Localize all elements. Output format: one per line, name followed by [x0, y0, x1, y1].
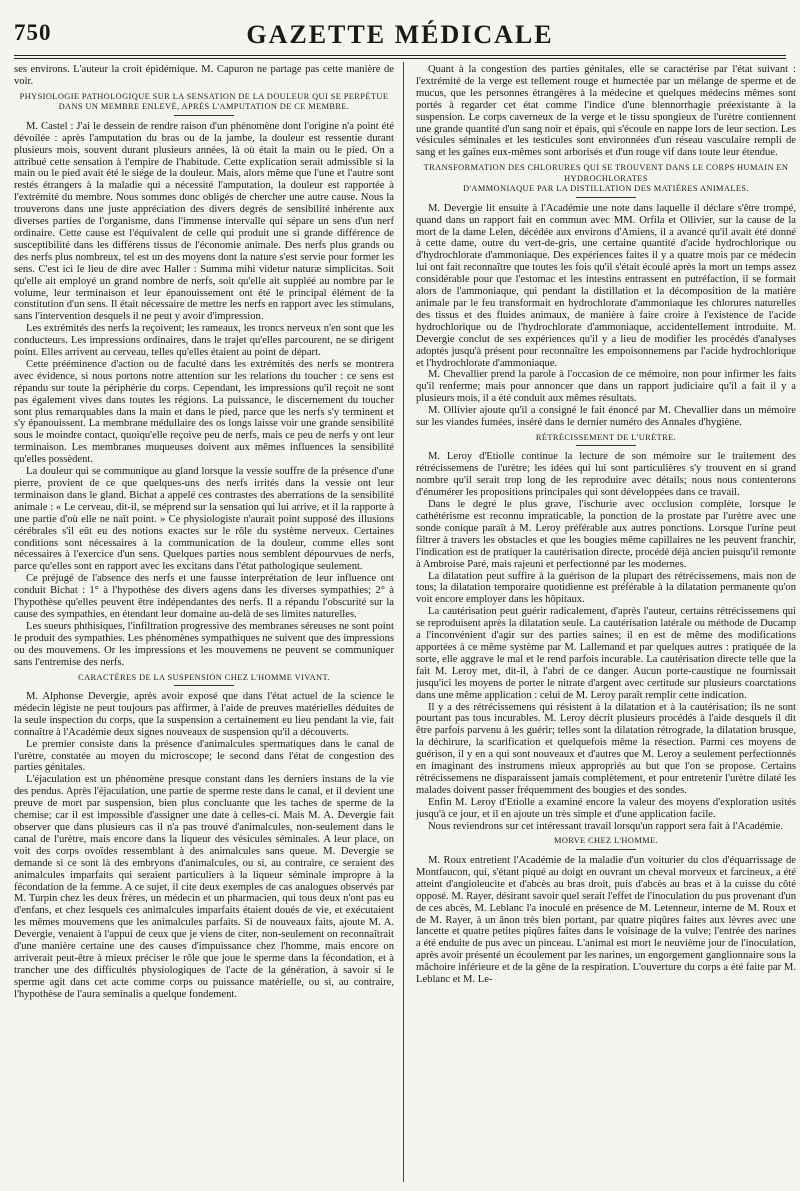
- page-number: 750: [14, 20, 52, 45]
- heading-rule: [576, 445, 636, 446]
- paragraph: M. Alphonse Devergie, après avoir exposé que dans l'état actuel de la science le médecin légiste ne peut toujours pas affirmer, à l'aide de preuves matérielles déduites de la seule inspection du corps, que la suspension a certainement eu lieu pendant la vie, fait connaître à l'Académie deux signes nouveaux de suspension qu'il a découverts.: [14, 691, 394, 738]
- paragraph: Dans le degré le plus grave, l'ischurie avec occlusion complète, lorsque le cathétérisme est reconnu impraticable, la ponction de la prostate par l'urètre avec une sonde conique paraît à M. Leroy préférable aux autres ponctions. Lorsque l'urine peut filtrer à travers les obstacles et que les bougies même capillaires ne les peuvent franchir, l'indication est de pratiquer la cautérisation directe, procédé déjà ancien puisqu'il remonte à Ambroise Paré, mais rajeuni et perfectionné par les modernes.: [416, 499, 796, 570]
- section-heading-line: DANS UN MEMBRE ENLEVÉ, APRÈS L'AMPUTATION DE CE MEMBRE.: [58, 102, 350, 112]
- paragraph: M. Devergie lit ensuite à l'Académie une note dans laquelle il déclare s'être trompé, quand dans un rapport fait en commun avec MM. Orfila et Ollivier, sur la cause de la mort de la dame Lelen, décédée aux environs d'Amiens, il a avancé qu'il avait été donné à cette dame, outre du vert-de-gris, une certaine quantité d'acide hydrochlorique ou d'hydrochlorate d'ammoniaque. Des expériences faites il y a quatre mois par ce médecin lui ont fait reconnaître que toutes les fois qu'il s'était écoulé après la mort un temps assez considérable pour que l'estomac et les intestins entrassent en putréfaction, il se formait alors de l'ammoniaque, qui pendant la distillation et la décomposition de la matière animale par le feu transformait en hydrochlorate d'ammoniaque les chlorures naturelles des tissus et des fluides animaux, de manière à faire croire à l'existence de l'acide hydrochlorique ou de l'hydrochlorate d'ammoniaque, accidentellement introduite. M. Devergie conclut de ses expériences qu'il y a lieu de modifier les procédés d'analyses adoptés jusqu'à présent pour reconnaître les empoisonnemens par l'acide hydrochlorique et l'hydrochlorate d'ammoniaque.: [416, 202, 796, 369]
- paragraph: La dilatation peut suffire à la guérison de la plupart des rétrécissemens, mais non de tous; la dilatation temporaire quotidienne est préférable à la dilatation permanente qu'on voit encore employer dans les hôpitaux.: [416, 570, 796, 606]
- heading-rule: [576, 849, 636, 850]
- heading-rule: [576, 197, 636, 198]
- header-rule: [14, 55, 786, 56]
- paragraph: M. Leroy d'Etiolle continue la lecture de son mémoire sur le traitement des rétrécissemens de l'urètre; les idées qui lui sont particulières s'y trouvent en si grand nombre qu'il serait trop long de les reproduire avec détails; nous nous contenterons d'énumérer les propositions principales qui sont développées dans ce travail.: [416, 451, 796, 499]
- section-heading-line: CARACTÈRES DE LA SUSPENSION CHEZ L'HOMME VIVANT.: [78, 672, 330, 682]
- section-heading: [416, 163, 796, 198]
- section-heading: [416, 836, 796, 850]
- paragraph: L'éjaculation est un phénomène presque constant dans les derniers instans de la vie des pendus. Après l'éjaculation, une partie de sperme reste dans le canal, et il devient une preuve de mort par suspension, bien plus concluante que les taches de sperme de la chemise; car il est impossible d'assigner une date à celles-ci. Mais M. A. Devergie fait observer que dans plusieurs cas il n'a pas trouvé d'animalcules, non-seulement dans le canal de l'urètre, mais encore dans la liqueur des vésicules séminales. A leur place, on voit des corps ovoïdes ressemblant à des animalcules sans queue. M. Devergie se demande si ce sont là des embryons d'animalcules, ou si, au contraire, ce seraient des animalcules imparfaits qui seraient particuliers à la liqueur séminale impropre à la fécondation de la femme. A ce sujet, il cite deux exemples de cas analogues observés par M. Turpin chez les deux frères, un médecin et un pharmacien, qui tous deux n'ont pas eu d'enfans, et chez lesquels ces animalcules imparfaits étaient doués de vie, et exécutaient les mêmes mouvemens que les animalcules parfaits. Si de nouveaux faits, ajoute M. A. Devergie, venaient à l'appui de ceux que je viens de citer, non-seulement on reconnaîtrait d'une manière certaine une des causes d'impuissance chez l'homme, mais encore on arriverait peut-être à mieux préciser le rôle que joue le sperme dans la fécondation, et à trancher une des difficultés physiologiques de l'acte de la génération, à savoir si le sperme agit dans cet acte comme corps ou puissance matérielle, ou si, au contraire, l'hypothèse de l'aura seminalis a quelque fondement.: [14, 774, 394, 1000]
- column-separator: [403, 62, 404, 1182]
- header-rule-double: [14, 58, 786, 59]
- section-heading-line: D'AMMONIAQUE PAR LA DISTILLATION DES MATIÈRES ANIMALES.: [463, 184, 749, 194]
- section-heading-line: MORVE CHEZ L'HOMME.: [553, 836, 659, 846]
- paragraph: M. Ollivier ajoute qu'il a consigné le fait énoncé par M. Chevallier dans un mémoire sur les viandes fumées, inséré dans le dernier numéro des Annales d'hygiène.: [416, 405, 796, 429]
- paragraph: La douleur qui se communique au gland lorsque la vessie souffre de la présence d'une pierre, provient de ce que quelques-uns des nerfs irrités dans la vessie ont leur terminaison dans le gland. Bichat a appelé ces contrastes des aberrations de la sensibilité animale : « Le cerveau, dit-il, se méprend sur la sensation qui lui arrive, et il la rapporte à une partie d'où elle ne naît point. » Ce physiologiste n'aurait point supposé des illusions cérébrales s'il eût eu des notions exactes sur le rôle du système nerveux. Certaines conditions sont nécessaires à la communication de la douleur, comme elles sont nécessaires à l'exercice d'un sens. Quelques parties nous semblent dépourvues de nerfs, parce qu'elles sont en rapport avec les excitans dans l'état pathologique seulement.: [14, 466, 394, 573]
- section-heading: [14, 673, 394, 687]
- paragraph: Les extrémités des nerfs la reçoivent; les rameaux, les troncs nerveux n'en sont que les conducteurs. Les impressions ordinaires, dans le trajet qu'elles parcourent, ne se dirigent point. Elles arrivent au cerveau, telles qu'elles étaient au point de départ.: [14, 323, 394, 359]
- section-heading-line: PHYSIOLOGIE PATHOLOGIQUE SUR LA SENSATION DE LA DOULEUR QUI SE PERPÉTUE: [19, 91, 389, 101]
- paragraph: Ce préjugé de l'absence des nerfs et une fausse interprétation de leur influence ont conduit Bichat : 1° à l'hypothèse des divers agens dans les diverses sympathies; 2° à l'hypothèse qu'elles peuvent être indépendantes des nerfs. Il a répandu l'obscurité sur la cause des sympathies, en étendant leur domaine au-delà de ses limites naturelles.: [14, 573, 394, 620]
- paragraph: La cautérisation peut guérir radicalement, d'après l'auteur, certains rétrécissemens qui se reproduisent après la dilatation seule. La cautérisation latérale ou méthode de Ducamp a l'inconvénient d'agir sur des parties saines; il en est de même des modifications apportées à ce même système par M. Lallemand et par quelques autres : pratiquée de la sorte, elle aggrave le mal et le rend parfois incurable. La cautérisation directe telle que la fait M. Leroy met, dit-il, à l'abri de ce danger. Aucun porte-caustique ne fournissait jusqu'ici les moyens de porter le nitrate d'argent avec certitude sur plusieurs coarctations dans une même application : celui de M. Leroy paraît remplir cette indication.: [416, 606, 796, 701]
- paragraph: M. Chevallier prend la parole à l'occasion de ce mémoire, non pour infirmer les faits qu'il renferme; mais pour annoncer que dans un rapport judiciaire qu'il a fait il y a plusieurs mois, il a été conduit aux mêmes résultats.: [416, 369, 796, 405]
- section-heading: [416, 433, 796, 447]
- paragraph: ses environs. L'auteur la croit épidémique. M. Capuron ne partage pas cette manière de voir.: [14, 64, 394, 87]
- paragraph: Quant à la congestion des parties génitales, elle se caractérise par l'état suivant : l'extrémité de la verge est tellement rouge et humectée par un mélange de sperme et de mucus, que les personnes étrangères à la médecine et quelques médecins mêmes sont portés à regarder cet état comme l'indice d'une blennorrhagie préexistante à la suspension. Le corps caverneux de la verge et le tissu spongieux de l'urètre contiennent une grande quantité d'un sang noir et épais, qui s'écoule en nappe lors de leur section. Les vésicules séminales et les testicules sont environnées d'un réseau vasculaire rempli de sang et les gaînes eux-mêmes sont arborisés et d'un rouge vif dans toute leur étendue.: [416, 64, 796, 159]
- paragraph: Enfin M. Leroy d'Etiolle a examiné encore la valeur des moyens d'exploration usités jusqu'à ce jour, et il en ajoute un très simple et d'une application facile.: [416, 796, 796, 820]
- section-heading-line: RÉTRÉCISSEMENT DE L'URÈTRE.: [535, 432, 677, 442]
- paragraph: Il y a des rétrécissemens qui résistent à la dilatation et à la cautérisation; ils ne sont pourtant pas tous incurables. M. Leroy décrit plusieurs procédés à l'aide desquels il dit être parfois parvenu à les guérir; telles sont la dilatation rétrograde, la dilatation brusque, la déchirure, la scarification et quelquefois même la résection. Parmi ces moyens de guérison, il y en a qui sont nouveaux et d'autres que M. Leroy a seulement perfectionnés en imaginant des instrumens mieux appropriés au but que l'on se propose. Certains rétrécissemens ne disparaissent jamais complètement, et pour entretenir l'urètre dilaté les malades doivent passer fréquemment des bougies et des sondes.: [416, 701, 796, 796]
- heading-rule: [174, 115, 234, 116]
- left-column: [14, 64, 394, 1001]
- masthead-title: GAZETTE MÉDICALE: [246, 20, 554, 49]
- section-heading-line: TRANSFORMATION DES CHLORURES QUI SE TROUVENT DANS LE CORPS HUMAIN EN HYDROCHLORATES: [423, 163, 789, 183]
- right-column: [416, 64, 796, 986]
- paragraph: Cette prééminence d'action ou de faculté dans les extrémités des nerfs se montrera avec évidence, si nous portons notre attention sur les relations du toucher : ce sens est répandu sur toute la périphérie du corps. Cependant, les impressions qu'il reçoit ne sont pas également vives dans toutes les régions. La puissance, le discernement du toucher sont plus remarquables dans la main et dans le pied, parce que les nerfs s'y terminent et s'y épanouissent. La membrane médullaire des os longs laisse voir une grande sensibilité sous le moindre contact, quoiqu'elle reçoive peu de nerfs, mais ce peu de nerfs y ont leur terminaison. Les membranes muqueuses doivent aux mêmes influences la sensibilité qu'elles possèdent.: [14, 358, 394, 466]
- heading-rule: [174, 685, 234, 686]
- section-heading: [14, 92, 394, 116]
- paragraph: M. Castel : J'ai le dessein de rendre raison d'un phénomène dont l'origine n'a point été dévoilée : après l'amputation du bras ou de la jambe, la douleur est ressentie durant plusieurs mois, souvent durant plusieurs années, là où était la main ou le pied. On a attribué cette sensation à l'empire de l'habitude. Cette explication serait admissible si la main ou le pied avait été le siége de la douleur. Mais, alors même que l'une et l'autre sont restés étrangers à la maladie qui a nécessité l'amputation, la douleur est rapportée à l'extrémité du membre. Nous sommes donc obligés de chercher une autre cause. Nous la trouverons dans une juste appréciation des divers degrés de sensibilité inhérente aux diverses parties de l'organisme, dans l'immense intervalle qui sépare un sens d'un nerf ordinaire. Cette cause est l'équivalent de celle qui produit une si grande différence de susceptibilité dans les différens tissus de l'économie animale. Des nerfs plus grands ou des nerfs plus nombreux, tel est un des moyens dont la nature s'est servie pour former les sens. C'est ici le lieu de dire avec Haller : Summa mihi videtur naturæ simplicitas. Soit qu'elle ait employé un grand nombre de nerfs, soit qu'elle ait suppléé au nombre par le volume, leur terminaison et leur épanouissement ont été le principal élément de la constitution d'un sens. Il était nécessaire de mettre les nerfs en rapport avec les stimulans, sans l'intervention desquels il ne peut y avoir d'impression.: [14, 120, 394, 323]
- paragraph: Le premier consiste dans la présence d'animalcules spermatiques dans le canal de l'urètre, constatée au moyen du microscope; le second dans l'état de congestion des parties génitales.: [14, 738, 394, 774]
- paragraph: M. Roux entretient l'Académie de la maladie d'un voiturier du clos d'équarrissage de Montfaucon, qui, s'étant piqué au doigt en ouvrant un cheval morveux et farcineux, a été atteint d'angioleucite et d'abcès au bras droit, puis d'abcès au bras et à la cuisse du côté opposé. M. Rayer, désirant savoir quel serait l'effet de l'inoculation du pus provenant d'un de ces abcès, M. Leblanc l'a inoculé en présence de M. Letenneur, interne de M. Roux et de M. Rayer, à un ânon très bien portant, par quatre piqûres faites aux lèvres avec une lancette et quatre petites piqûres faites dans le voisinage de la vulve; l'entrée des narines a été enduite de pus avec un pinceau. L'animal est mort le neuvième jour de l'inoculation, après avoir présenté un écoulement par les narines, un engorgement ganglionnaire sous la mâchoire inférieure et de la gêne de la respiration. L'ouverture du corps a été faite par M. Leblanc et M. Le-: [416, 854, 796, 986]
- paragraph: Les sueurs phthisiques, l'infiltration progressive des membranes séreuses ne sont point le produit des sympathies. Les phénomènes sympathiques ne suivent que des impressions ou des mouvemens. Or les impressions et les mouvemens ne peuvent se communiquer sans l'entremise des nerfs.: [14, 620, 394, 668]
- paragraph: Nous reviendrons sur cet intéressant travail lorsqu'un rapport sera fait à l'Académie.: [428, 820, 784, 832]
- page-header: [14, 20, 786, 50]
